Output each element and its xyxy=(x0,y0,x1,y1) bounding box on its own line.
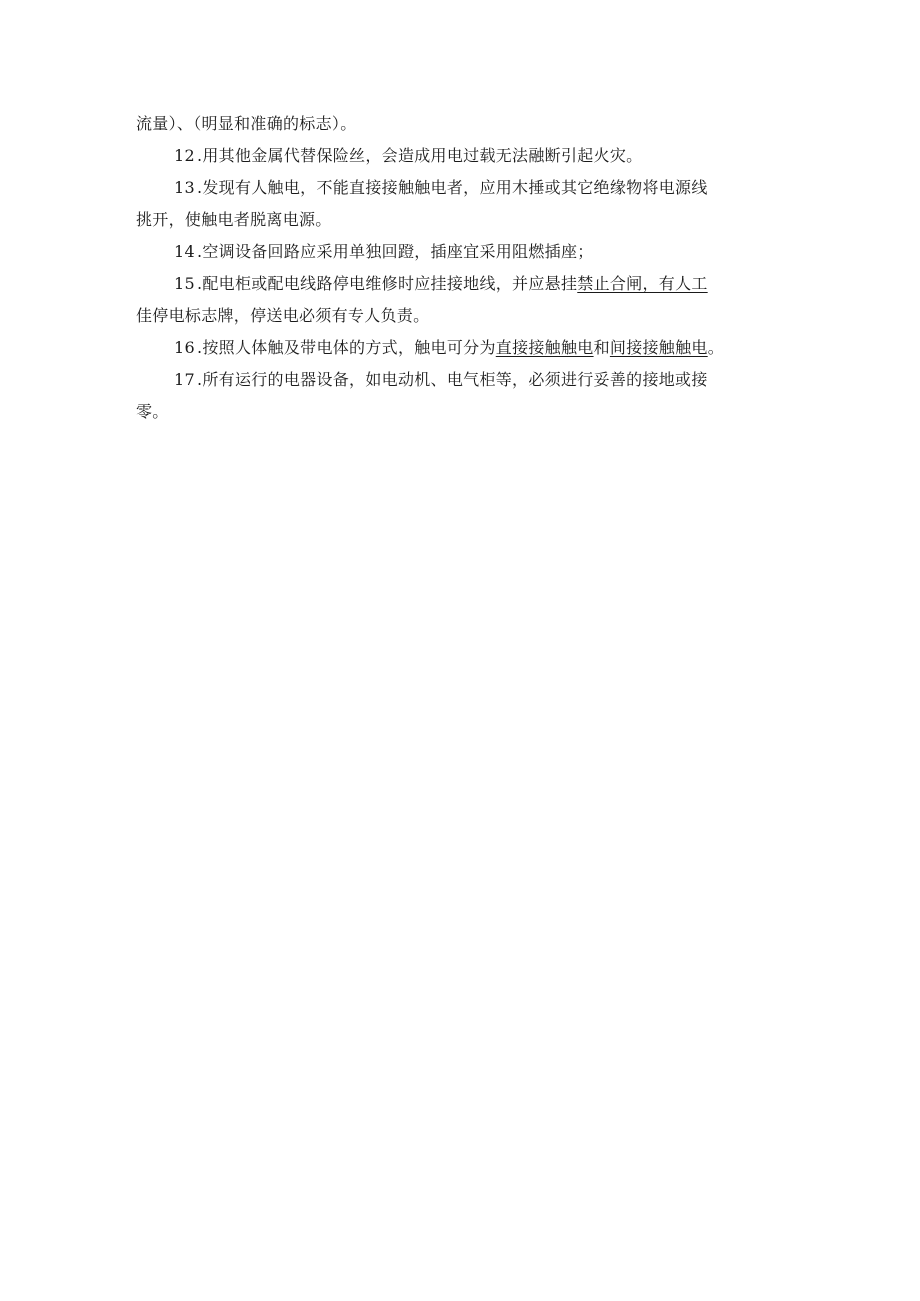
item-text: 佳停电标志牌，停送电必须有专人负责。 xyxy=(136,306,430,325)
list-item-16 xyxy=(136,332,786,364)
underlined-answer: 间接接触触电 xyxy=(609,338,708,357)
underlined-answer: 直接接触触电 xyxy=(495,338,594,357)
item-text: .配电柜或配电线路停电维修时应挂接地线，并应悬挂 xyxy=(196,274,578,293)
list-item-17 xyxy=(136,364,786,396)
paragraph-continuation xyxy=(136,108,786,140)
item-text: .所有运行的电器设备，如电动机、电气柜等，必须进行妥善的接地或接 xyxy=(196,370,708,389)
item-number: 15 xyxy=(174,274,195,293)
item-number: 13 xyxy=(174,178,195,197)
item-number: 16 xyxy=(174,338,195,357)
item-number: 14 xyxy=(174,242,195,261)
underlined-answer: 禁止合闸，有人工 xyxy=(577,274,708,293)
item-number: 12 xyxy=(174,146,195,165)
item-text: 和 xyxy=(593,338,610,357)
item-text: 挑开，使触电者脱离电源。 xyxy=(136,210,332,229)
list-item-13-continuation xyxy=(136,204,786,236)
item-text: .发现有人触电，不能直接接触触电者，应用木捶或其它绝缘物将电源线 xyxy=(196,178,708,197)
list-item-15 xyxy=(136,268,786,300)
item-text: 零。 xyxy=(136,402,169,421)
item-text: .用其他金属代替保险丝，会造成用电过载无法融断引起火灾。 xyxy=(196,146,643,165)
list-item-13 xyxy=(136,172,786,204)
item-text: 。 xyxy=(707,338,725,357)
item-text: .空调设备回路应采用单独回蹬，插座宜采用阻燃插座； xyxy=(196,242,594,261)
text: 流量）、（明显和准确的标志）。 xyxy=(136,114,357,133)
document-body xyxy=(136,108,786,428)
list-item-15-continuation xyxy=(136,300,786,332)
list-item-17-continuation xyxy=(136,396,786,428)
item-text: .按照人体触及带电体的方式，触电可分为 xyxy=(196,338,496,357)
list-item-12 xyxy=(136,140,786,172)
item-number: 17 xyxy=(174,370,195,389)
list-item-14 xyxy=(136,236,786,268)
